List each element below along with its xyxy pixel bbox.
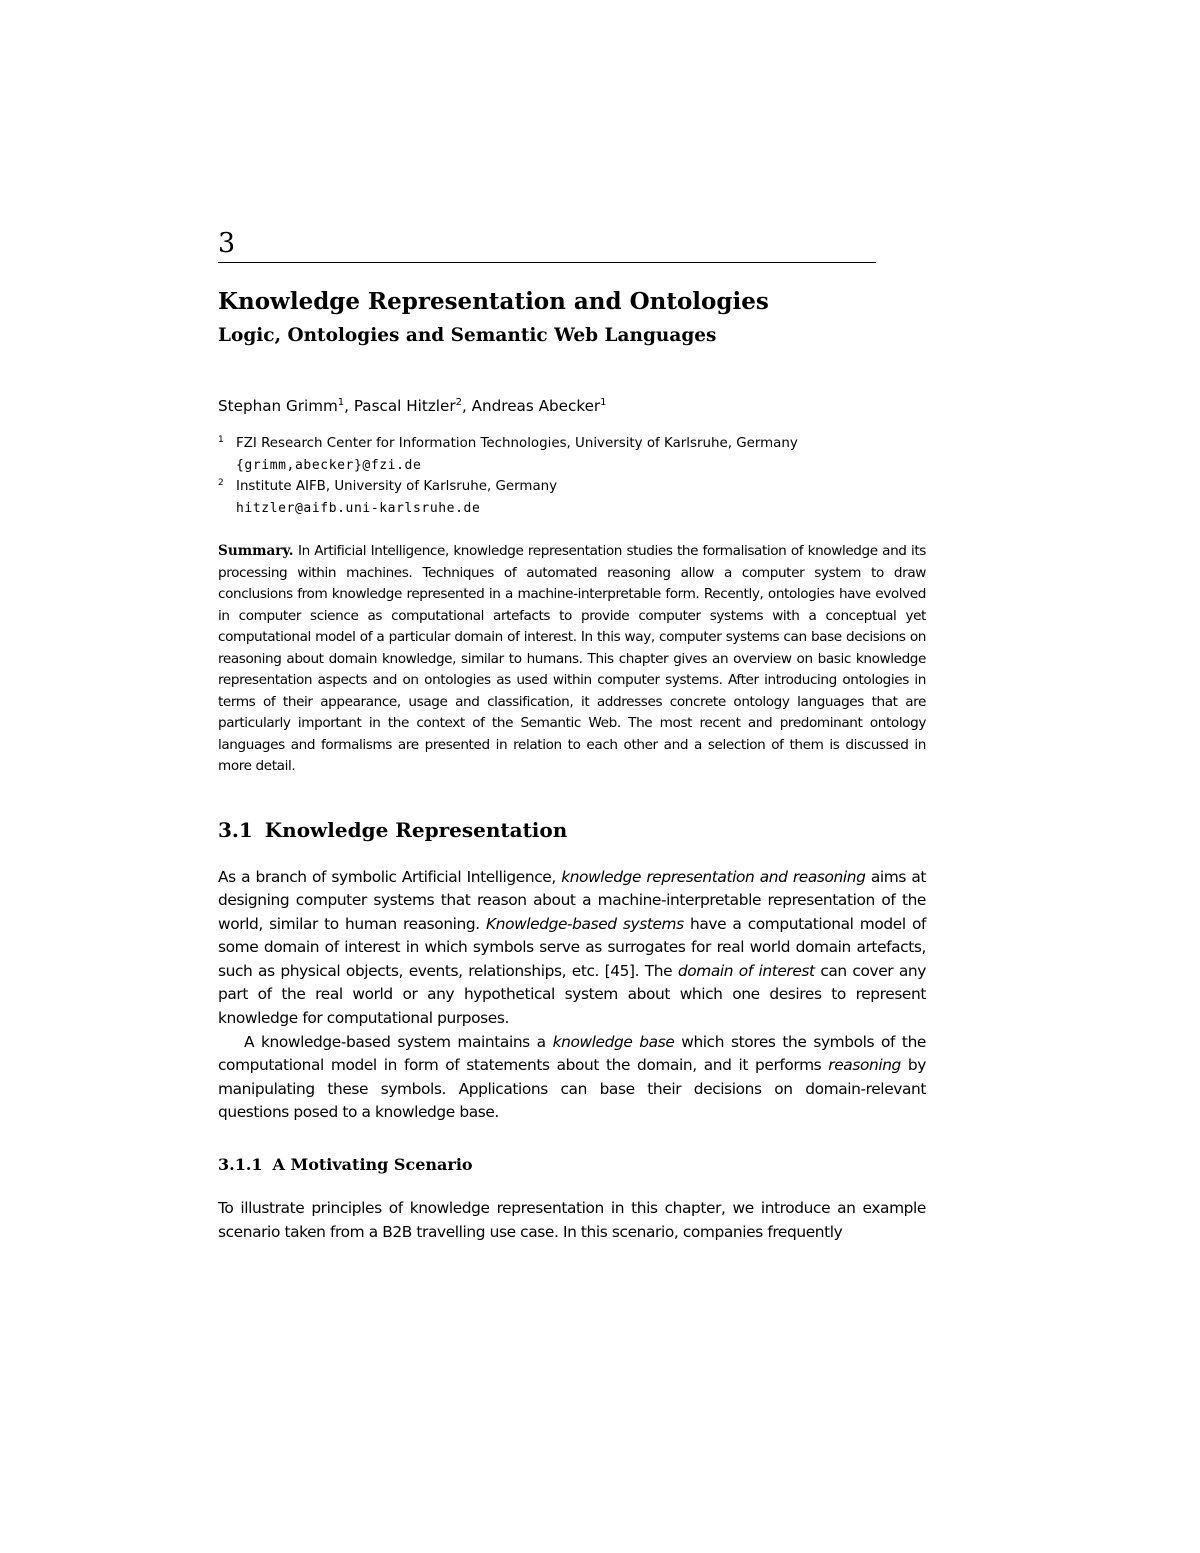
chapter-number: 3 (218, 228, 236, 259)
text-run: As a branch of symbolic Artificial Intelligence, (218, 867, 562, 886)
chapter-rule (218, 262, 876, 263)
subsection-number: 3.1.1 (218, 1155, 263, 1175)
emphasis-term: domain of interest (677, 961, 815, 980)
section-number: 3.1 (218, 817, 253, 842)
summary-label: Summary. (218, 543, 294, 559)
emphasis-term: knowledge base (552, 1032, 675, 1051)
section-title: Knowledge Representation (264, 817, 568, 842)
affiliation-text: FZI Research Center for Information Technologies, University of Karlsruhe, Germany (236, 436, 798, 451)
text-run: aims at designing computer systems that reason about a machine-interpretable representation of the world, similar to human reasoning. (218, 867, 926, 933)
author-separator: , (461, 397, 472, 415)
summary-text: In Artificial Intelligence, knowledge representation studies the formalisation of knowledge and its processing within machines. Techniques of automated reasoning allow a computer system to draw conclusions from knowledge represented in a machine-interpretable form. Recently, ontologies have evolved in computer science as computational artefacts to provide computer systems with a conceptual yet computational model of a particular domain of interest. In this way, computer systems can base decisions on reasoning about domain knowledge, similar to humans. This chapter gives an overview on basic knowledge representation aspects and on ontologies as used within computer systems. After introducing ontologies in terms of their appearance, usage and classification, it addresses concrete ontology languages that are particularly important in the context of the Semantic Web. The most recent and predominant ontology languages and formalisms are presented in relation to each other and a selection of them is discussed in more detail. (218, 543, 926, 774)
affiliation-number: 1 (218, 435, 224, 445)
chapter-subtitle: Logic, Ontologies and Semantic Web Languages (218, 325, 717, 346)
affiliation-item (218, 433, 926, 476)
author-name: Pascal Hitzler (353, 397, 456, 415)
affiliation-email: hitzler@aifb.uni-karlsruhe.de (236, 500, 481, 516)
summary-paragraph (218, 541, 926, 778)
subsection-heading (218, 1153, 926, 1177)
chapter-title: Knowledge Representation and Ontologies (218, 288, 769, 315)
affiliation-item (218, 476, 926, 519)
body-paragraph (218, 866, 926, 1031)
text-run: have a computational model of some domain of interest in which symbols serve as surrogates for real world domain artefacts, such as physical objects, events, relationships, etc. [45]. The (218, 914, 926, 980)
paper-page (218, 228, 926, 1244)
author-affiliation-mark: 1 (337, 397, 345, 408)
emphasis-term: knowledge representation and reasoning (561, 867, 866, 886)
emphasis-term: Knowledge-based systems (486, 914, 684, 933)
text-run: by manipulating these symbols. Applications can base their decisions on domain-relevant questions posed to a knowledge base. (218, 1056, 926, 1122)
author-separator: , (344, 397, 354, 415)
affiliation-email: {grimm,abecker}@fzi.de (236, 457, 422, 473)
subsection-title: A Motivating Scenario (272, 1155, 473, 1175)
author-affiliation-mark: 2 (455, 397, 462, 408)
emphasis-term: reasoning (828, 1056, 901, 1075)
affiliation-text: Institute AIFB, University of Karlsruhe, Germany (236, 479, 558, 494)
text-run: can cover any part of the real world or any hypothetical system about which one desires to represent knowledge for computational purposes. (218, 961, 926, 1028)
author-list (218, 395, 926, 417)
author-name: Stephan Grimm (218, 397, 338, 415)
text-run: which stores the symbols of the computational model in form of statements about the domain, and it performs (218, 1032, 926, 1075)
affiliation-list (218, 433, 926, 519)
section-heading (218, 816, 926, 844)
body-paragraph: To illustrate principles of knowledge representation in this chapter, we introduce an example scenario taken from a B2B travelling use case. In this scenario, companies frequently (218, 1199, 926, 1241)
body-paragraph (218, 1031, 926, 1125)
author-affiliation-mark: 1 (600, 397, 607, 408)
author-name: Andreas Abecker (471, 397, 601, 415)
text-run: A knowledge-based system maintains a (244, 1032, 553, 1051)
affiliation-number: 2 (218, 478, 224, 488)
